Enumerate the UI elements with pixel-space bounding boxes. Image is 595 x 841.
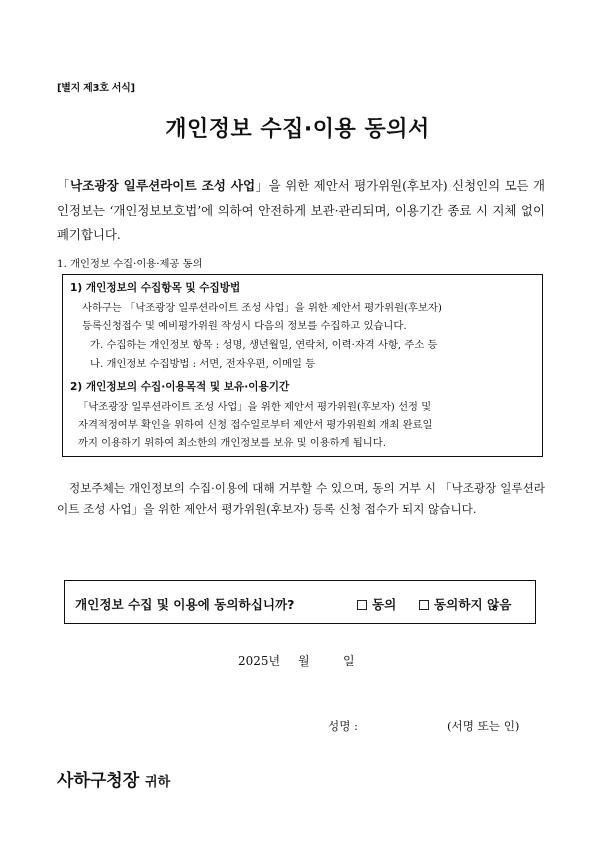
box-text-line: 「낙조광장 일루션라이트 조성 사업」을 위한 제안서 평가위원(후보자) 선정 및 xyxy=(78,401,432,413)
disagree-label: 동의하지 않음 xyxy=(434,597,512,612)
project-name: 낙조광장 일루션라이트 조성 사업 xyxy=(69,178,256,193)
disagree-checkbox[interactable] xyxy=(419,600,429,610)
box-list-item: 가. 수집하는 개인정보 항목 : 성명, 생년월일, 연락처, 이력·자격 사항, 주소 등 xyxy=(90,339,438,351)
refusal-notice xyxy=(57,478,545,520)
box-text-line: 자격적정여부 확인을 위하여 신청 접수일로부터 제안서 평가위원회 개최 완료일 xyxy=(78,419,433,431)
box-text-line: 등록신청접수 및 예비평가위원 작성시 다음의 정보를 수집하고 있습니다. xyxy=(82,320,407,332)
addressee-name: 사하구청장 xyxy=(57,771,140,791)
intro-paragraph xyxy=(57,174,545,248)
agree-label: 동의 xyxy=(372,597,397,612)
date-year: 2025년 xyxy=(238,654,281,668)
addressee xyxy=(57,766,170,791)
disagree-option[interactable] xyxy=(419,594,511,613)
date-day: 일 xyxy=(343,654,355,668)
box-heading-purpose: 2) 개인정보의 수집·이용목적 및 보유·이용기간 xyxy=(70,381,290,393)
consent-question-box xyxy=(64,580,536,624)
addressee-suffix: 귀하 xyxy=(145,775,171,790)
agree-checkbox[interactable] xyxy=(357,600,367,610)
signature-hint: (서명 또는 인) xyxy=(447,719,520,733)
intro-close-bracket: 」 xyxy=(255,178,269,193)
date-month: 월 xyxy=(298,654,310,668)
intro-text: 을 위한 제안서 평가위원(후보자) 신청인의 모든 개인정보는 ‘개인정보보호법’에 의하여 안전하게 보관·관리되며, 이용기간 종료 시 지체 없이 폐기합니다. xyxy=(57,178,546,242)
box-text-line: 까지 이용하기 위하여 최소한의 개인정보를 보유 및 이용하게 됩니다. xyxy=(78,437,386,449)
box-list-item: 나. 개인정보 수집방법 : 서면, 전자우편, 이메일 등 xyxy=(90,358,316,370)
signature-label: 성명 : xyxy=(328,719,358,733)
form-number-label: [별지 제3호 서식] xyxy=(57,83,135,94)
box-heading-collection: 1) 개인정보의 수집항목 및 수집방법 xyxy=(70,282,241,294)
intro-open-bracket: 「 xyxy=(57,178,70,193)
refusal-notice-text: 정보주체는 개인정보의 수집·이용에 대해 거부할 수 있으며, 동의 거부 시 「낙조광장 일루션라이트 조성 사업」을 위한 제안서 평가위원(후보자) 등록 신청 접수가 되지 않습니다. xyxy=(57,481,545,516)
agree-option[interactable] xyxy=(357,594,396,613)
page-title: 개인정보 수집·이용 동의서 xyxy=(165,117,430,142)
section-heading: 1. 개인정보 수집·이용·제공 동의 xyxy=(57,258,203,270)
box-text-line: 사하구는 「낙조광장 일루션라이트 조성 사업」을 위한 제안서 평가위원(후보자) xyxy=(82,302,442,314)
consent-question: 개인정보 수집 및 이용에 동의하십니까? xyxy=(75,597,295,612)
consent-details-box xyxy=(62,274,543,457)
